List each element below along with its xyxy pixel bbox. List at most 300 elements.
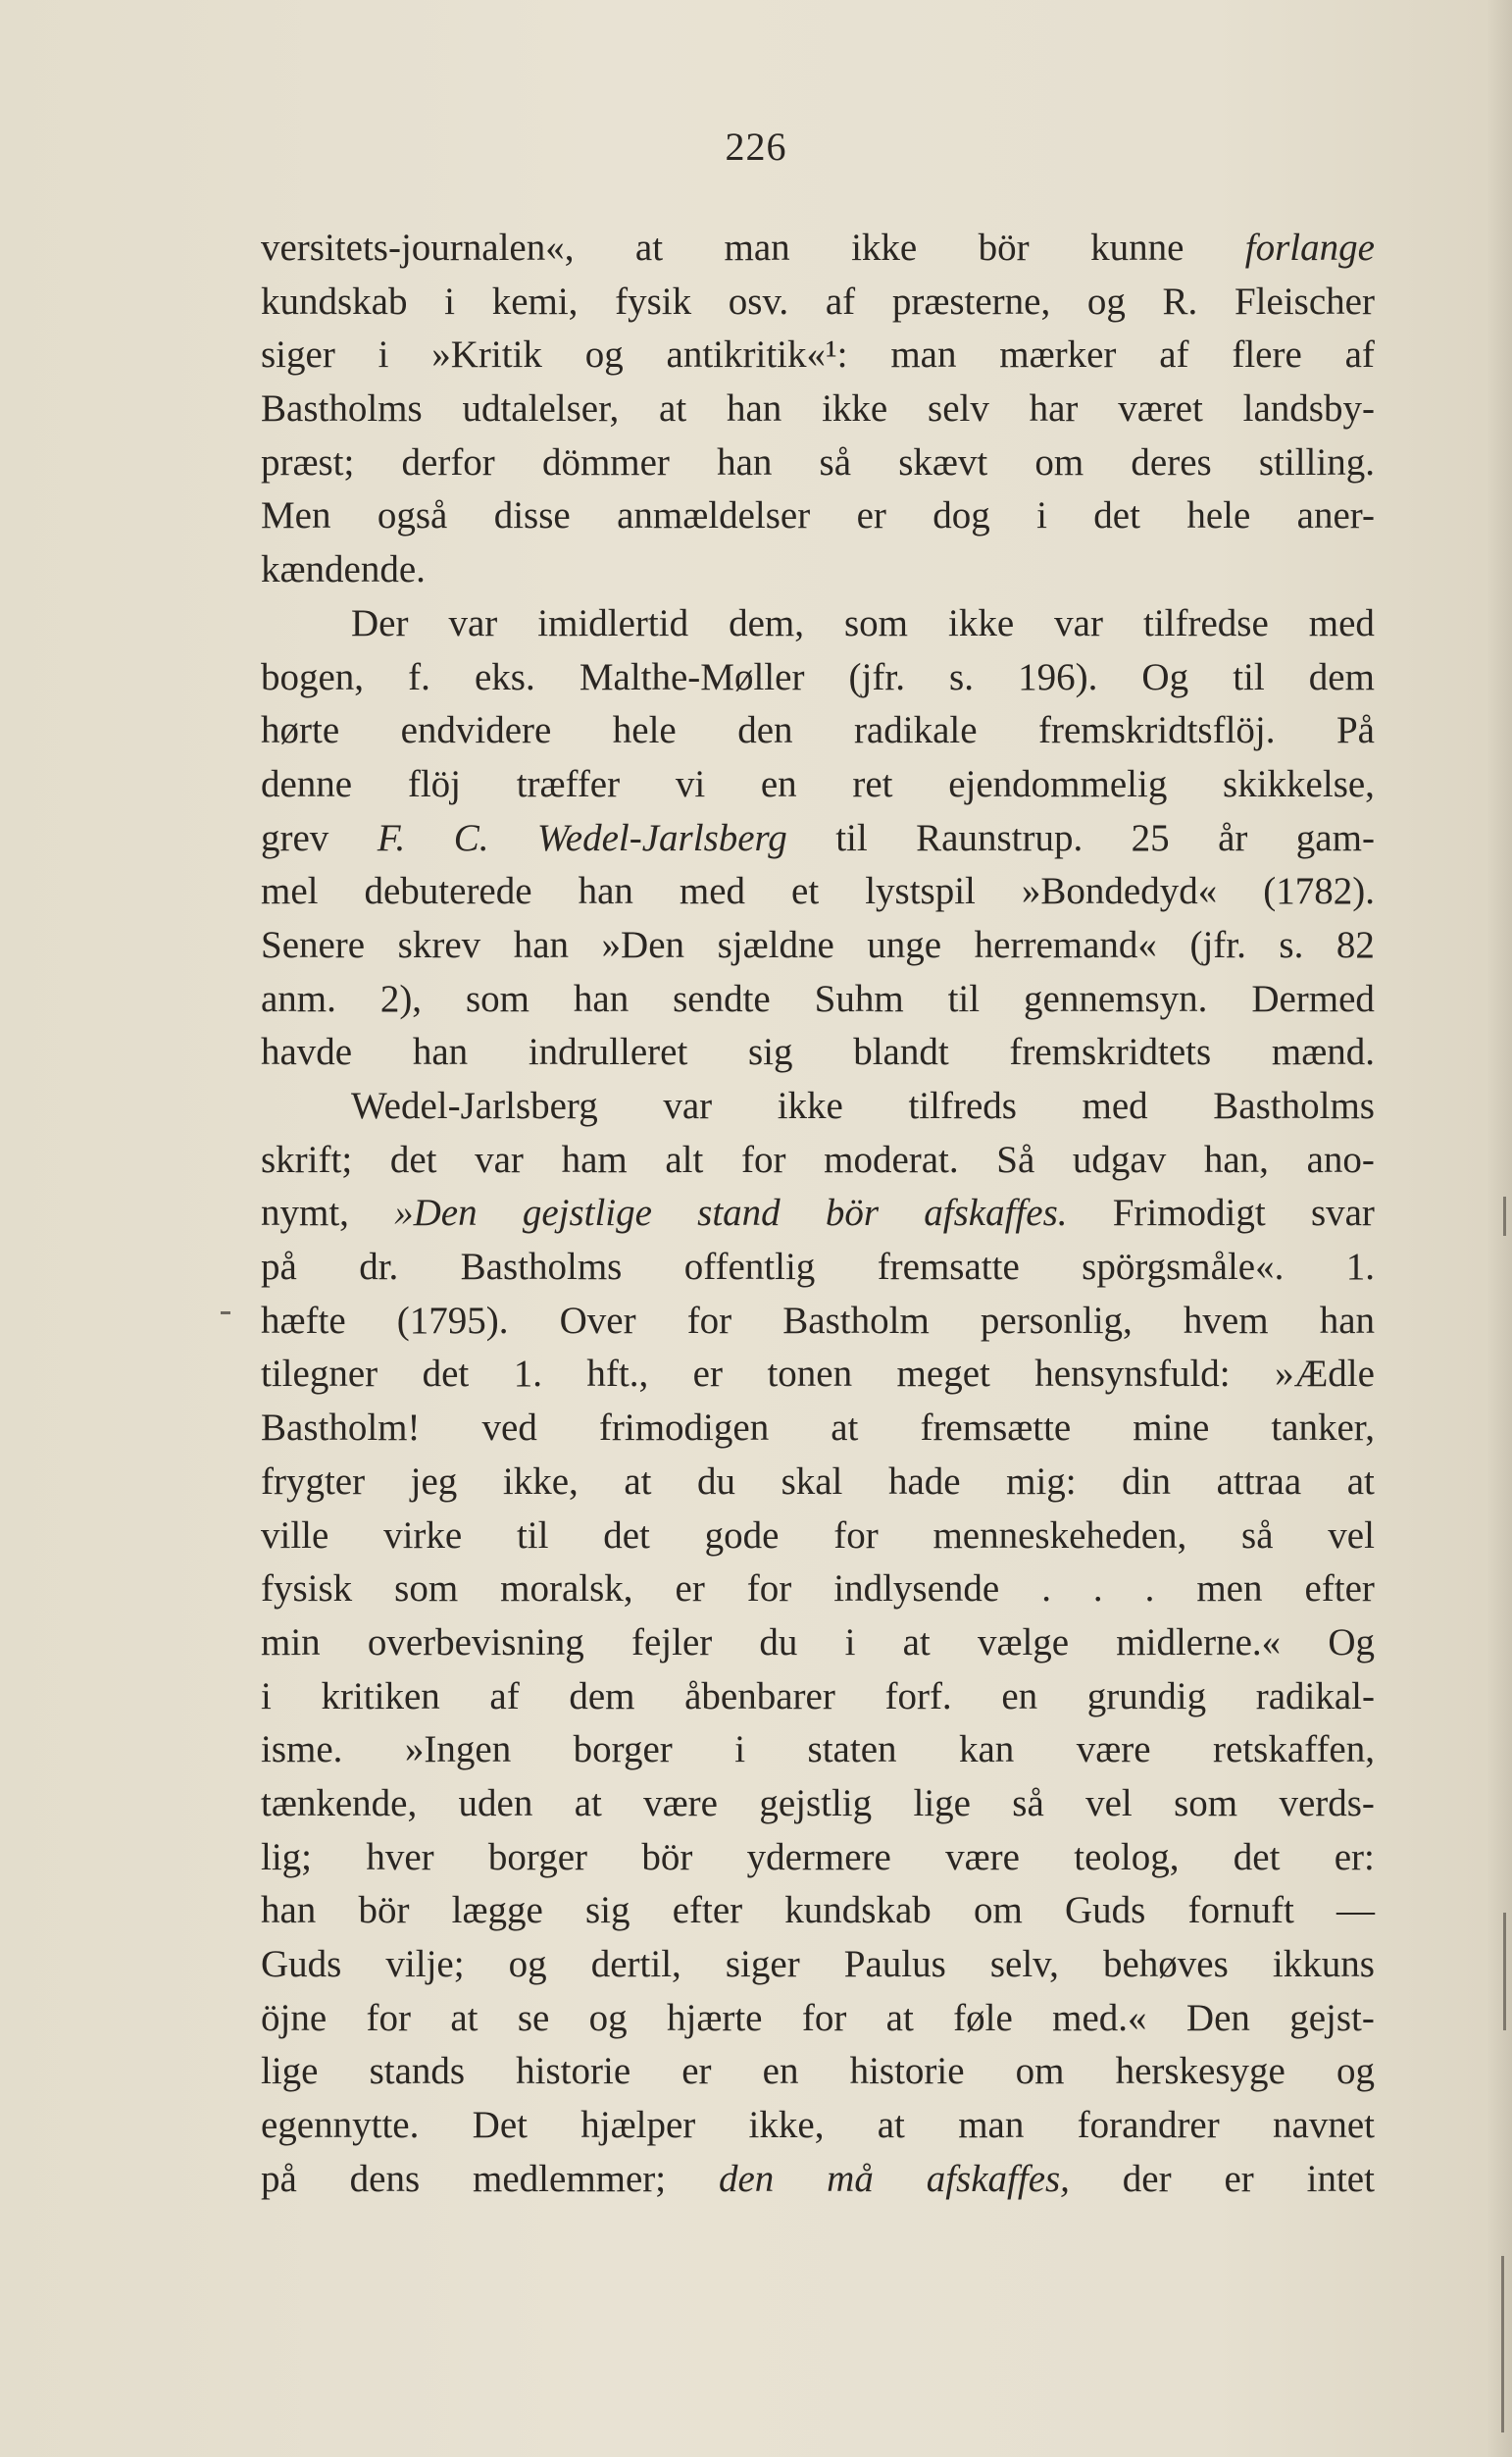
word: »Den [601, 923, 685, 966]
word: hvem [1183, 1299, 1269, 1342]
word: bogen, [261, 655, 365, 698]
word: til [1233, 655, 1265, 698]
word: med [1308, 601, 1375, 644]
word: meget [896, 1353, 990, 1396]
word: deres [1131, 440, 1212, 484]
word: frygter [261, 1459, 366, 1503]
word: var [448, 601, 498, 644]
word: 25 [1131, 816, 1170, 859]
word: »Kritik [431, 333, 542, 377]
word: skævt [898, 440, 988, 484]
word: »Ingen [404, 1728, 512, 1771]
word: intet [1306, 2157, 1375, 2200]
word: dem [569, 1674, 635, 1717]
word: hele [1186, 494, 1251, 537]
text-line [261, 1616, 1375, 1670]
word: forandrer [1077, 2104, 1220, 2147]
word: anm. [261, 977, 336, 1020]
word: så [1241, 1513, 1274, 1557]
word: det [1093, 494, 1140, 537]
word: ville [261, 1513, 329, 1557]
word: ikke, [502, 1459, 579, 1503]
word: 2), [379, 977, 423, 1020]
word: ret [852, 762, 893, 805]
word: med [1082, 1085, 1148, 1127]
word: gejstlig [759, 1781, 873, 1824]
margin-mark [221, 1311, 230, 1314]
word: flöj [407, 762, 461, 805]
word: til [947, 977, 981, 1020]
text-line [261, 436, 1375, 490]
edge-mark [1503, 1913, 1506, 2030]
word: kundskab [261, 280, 408, 323]
word: er [692, 1353, 723, 1396]
text-line [261, 2099, 1375, 2153]
word: føle [953, 1996, 1013, 2039]
word: forf. [884, 1674, 952, 1717]
word: Wedel-Jarlsberg [536, 816, 787, 859]
text-line [261, 1348, 1375, 1402]
word: 196). [1018, 655, 1098, 698]
word: lægge [451, 1889, 543, 1932]
word: det [389, 1138, 437, 1181]
word: dem [1308, 655, 1375, 698]
text-line [261, 1562, 1375, 1616]
word: sig [585, 1889, 630, 1932]
word: for [746, 1567, 792, 1611]
word: tanker, [1271, 1407, 1375, 1450]
word: ydermere [746, 1835, 891, 1878]
word: personlig, [980, 1299, 1133, 1342]
word: man [890, 333, 957, 377]
word: hæfte [261, 1299, 346, 1342]
word: at [1346, 1459, 1375, 1503]
word: vælge [977, 1620, 1070, 1664]
word: siger [261, 333, 335, 377]
word: stand [697, 1192, 781, 1235]
word: »Ædle [1275, 1353, 1375, 1396]
text-line [261, 1670, 1375, 1724]
word: at [877, 2104, 905, 2147]
word: hver [366, 1835, 434, 1878]
word: han [513, 923, 569, 966]
word: ikkuns [1272, 1943, 1375, 1985]
word: tonen [767, 1353, 853, 1396]
word: Bastholms [1213, 1085, 1375, 1127]
word: det [603, 1513, 650, 1557]
word: (jfr. [848, 655, 905, 698]
word: han [1319, 1299, 1375, 1342]
word: din [1122, 1459, 1172, 1503]
word: for [833, 1513, 879, 1557]
word: retskaffen, [1213, 1728, 1375, 1771]
word: ikke [822, 387, 888, 431]
word: men [1196, 1567, 1263, 1611]
word: træffer [516, 762, 621, 805]
text-line [261, 1831, 1375, 1885]
word: nymt, [261, 1192, 349, 1235]
text-line [261, 1080, 1375, 1134]
word: der [1122, 2157, 1172, 2200]
word: ikke [948, 601, 1015, 644]
text-line [261, 1884, 1375, 1938]
text-line [261, 919, 1375, 973]
word: herremand« [974, 923, 1157, 966]
word: Der [351, 601, 409, 644]
word: grev [261, 816, 329, 859]
word: at [634, 227, 664, 269]
word: . [1041, 1567, 1051, 1611]
word: kundskab [784, 1889, 932, 1932]
word: selv [928, 387, 989, 431]
word: dömmer [541, 440, 670, 484]
word: gejstlige [522, 1192, 652, 1235]
word: grundig [1086, 1674, 1207, 1717]
word: fornuft [1187, 1889, 1294, 1932]
word: mine [1133, 1407, 1210, 1450]
word: dr. [359, 1246, 399, 1289]
word: være [643, 1781, 718, 1824]
word: hørte [261, 709, 340, 752]
word: i [734, 1728, 746, 1771]
word: han [261, 1889, 317, 1932]
word: Paulus [843, 1943, 946, 1985]
word: man [724, 227, 790, 269]
text-line [261, 1938, 1375, 1992]
word: anmældelser [617, 494, 811, 537]
text-line [261, 651, 1375, 705]
word: Raunstrup. [916, 816, 1084, 859]
word: s. [949, 655, 974, 698]
word: han [573, 977, 630, 1020]
text-line [261, 1187, 1375, 1241]
word: at [831, 1407, 859, 1450]
word: s. [1279, 923, 1304, 966]
word: Fleischer [1234, 280, 1375, 323]
word: lystspil [865, 870, 976, 913]
word: fremskridtets [1009, 1031, 1212, 1074]
word: hft., [586, 1353, 649, 1396]
text-line [261, 276, 1375, 330]
word: borger [573, 1728, 673, 1771]
word: man [958, 2104, 1025, 2147]
text-line [261, 973, 1375, 1027]
word: så [1012, 1781, 1044, 1824]
word: bör [978, 227, 1030, 269]
word: »Den [394, 1192, 478, 1235]
word: ikke, [748, 2104, 825, 2147]
word: overbevisning [367, 1620, 584, 1664]
word: siger [725, 1943, 800, 1985]
word: kændende. [261, 548, 426, 591]
word: hade [887, 1459, 961, 1503]
word: gam- [1295, 816, 1375, 859]
word: Bastholms [460, 1246, 623, 1289]
word: tænkende, [261, 1781, 418, 1824]
text-line [261, 222, 1375, 276]
word: vel [1085, 1781, 1133, 1824]
word: selv, [989, 1943, 1059, 1985]
word: hjærte [667, 1996, 763, 2039]
text-line [261, 1134, 1375, 1188]
word: radikale [853, 709, 978, 752]
word: uden [458, 1781, 533, 1824]
word: efter [672, 1889, 743, 1932]
word: var [475, 1138, 524, 1181]
word: dem, [729, 601, 804, 644]
word: På [1336, 709, 1375, 752]
word: du [759, 1620, 798, 1664]
word: være [945, 1835, 1020, 1878]
word: hjælper [580, 2104, 696, 2147]
word: gejst- [1289, 1996, 1375, 2039]
word: på [261, 2157, 297, 2200]
word: at [659, 387, 687, 431]
text-line [261, 2153, 1375, 2207]
word: han, [1203, 1138, 1269, 1181]
word: . [1144, 1567, 1155, 1611]
word: medlemmer; [473, 2157, 667, 2200]
word: at [885, 1996, 914, 2039]
word: midlerne.« [1116, 1620, 1282, 1664]
word: Og [1328, 1620, 1375, 1664]
word: er: [1334, 1835, 1375, 1878]
text-line [261, 1723, 1375, 1777]
word: var [1054, 601, 1103, 644]
word: på [261, 1246, 297, 1289]
word: indrulleret [528, 1031, 688, 1074]
word: en [760, 762, 797, 805]
word: stilling. [1258, 440, 1375, 484]
word: ikke [851, 227, 918, 269]
word: til [835, 816, 868, 859]
word: er [1224, 2157, 1254, 2200]
word: blandt [853, 1031, 949, 1074]
text-line [261, 1510, 1375, 1563]
word: vi [675, 762, 706, 805]
word: skal [781, 1459, 843, 1503]
word: stands [369, 2050, 466, 2093]
word: Malthe-Møller [579, 655, 805, 698]
word: være [1076, 1728, 1151, 1771]
word: debuterede [364, 870, 532, 913]
word: Det [472, 2104, 528, 2147]
word: sendte [673, 977, 771, 1020]
word: spörgsmåle«. [1082, 1246, 1285, 1289]
word: præst; [261, 440, 355, 484]
word: Den [1185, 1996, 1250, 2039]
text-line [261, 329, 1375, 383]
word: skrift; [261, 1138, 353, 1181]
word: historie [516, 2050, 631, 2093]
word: fejler [630, 1620, 713, 1664]
text-line [261, 865, 1375, 919]
text-line [261, 812, 1375, 866]
word: fremsætte [920, 1407, 1072, 1450]
word: med [679, 870, 746, 913]
word: til [516, 1513, 549, 1557]
word: om [973, 1889, 1023, 1932]
word: flere [1232, 333, 1302, 377]
text-line [261, 1456, 1375, 1510]
word: versitets-journalen«, [261, 227, 575, 269]
word: for [801, 1996, 847, 2039]
word: skrev [397, 923, 481, 966]
text-line [261, 1402, 1375, 1456]
word: historie [849, 2050, 965, 2093]
word: svar [1310, 1192, 1375, 1235]
word: indlysende [833, 1567, 1000, 1611]
word: i [444, 280, 456, 323]
word: af [825, 280, 856, 323]
word: Senere [261, 923, 366, 966]
word: kan [958, 1728, 1015, 1771]
word: han [412, 1031, 469, 1074]
word: ved [481, 1407, 537, 1450]
word: behøves [1102, 1943, 1229, 1985]
text-line [261, 758, 1375, 812]
word: f. [408, 655, 430, 698]
word: virke [383, 1513, 463, 1557]
word: (1795). [396, 1299, 509, 1342]
word: endvidere [400, 709, 552, 752]
word: han [717, 440, 773, 484]
word: og [588, 1996, 628, 2039]
word: Bastholms [261, 387, 423, 431]
word: bör [358, 1889, 410, 1932]
edge-mark [1503, 1197, 1506, 1236]
body-text [261, 222, 1375, 2206]
word: udtalelser, [462, 387, 620, 431]
word: kunne [1090, 227, 1184, 269]
word: C. [453, 816, 489, 859]
word: ejendommelig [948, 762, 1168, 805]
word: denne [261, 762, 353, 805]
word: Guds [261, 1943, 342, 1985]
word: disse [493, 494, 571, 537]
word: dertil, [590, 1943, 681, 1985]
word: det [1233, 1835, 1281, 1878]
word: alt [665, 1138, 704, 1181]
word: og [1086, 280, 1126, 323]
word: Men [261, 494, 331, 537]
word: om [1034, 440, 1084, 484]
word: i [261, 1674, 272, 1717]
word: Bastholm! [261, 1407, 421, 1450]
word: teolog, [1074, 1835, 1180, 1878]
text-line [261, 2045, 1375, 2099]
word: Suhm [814, 977, 904, 1020]
word: osv. [728, 280, 789, 323]
word: skikkelse, [1223, 762, 1375, 805]
word: verds- [1279, 1781, 1375, 1824]
word: navnet [1273, 2104, 1375, 2147]
word: antikritik«¹: [666, 333, 848, 377]
word: dog [932, 494, 990, 537]
word: . [1092, 1567, 1103, 1611]
word: mel [261, 870, 319, 913]
word: må [827, 2157, 874, 2200]
word: »Bondedyd« [1021, 870, 1218, 913]
word: for [366, 1996, 411, 2039]
word: landsby- [1242, 387, 1375, 431]
word: Bastholm [782, 1299, 930, 1342]
word: se [517, 1996, 550, 2039]
word: staten [807, 1728, 897, 1771]
word: menneskeheden, [932, 1513, 1187, 1557]
word: 82 [1336, 923, 1375, 966]
word: at [450, 1996, 479, 2039]
word: han [726, 387, 782, 431]
word: og [508, 1943, 547, 1985]
word: hele [612, 709, 677, 752]
word: det [422, 1353, 470, 1396]
text-line [261, 1992, 1375, 2046]
word: havde [261, 1031, 353, 1074]
word: ham [561, 1138, 628, 1181]
word: er [856, 494, 886, 537]
word: var [663, 1085, 713, 1127]
word: 1. [1345, 1246, 1375, 1289]
word: R. [1162, 280, 1198, 323]
word: tilegner [261, 1353, 378, 1396]
word: af [1159, 333, 1189, 377]
word: afskaffes. [924, 1192, 1068, 1235]
word: sjældne [717, 923, 834, 966]
word: öjne [261, 1996, 328, 2039]
word: tilfredse [1142, 601, 1269, 644]
text-line [261, 489, 1375, 543]
text-line [261, 1777, 1375, 1831]
text-line [261, 1295, 1375, 1349]
word: mig: [1006, 1459, 1077, 1503]
word: fremsatte [877, 1246, 1020, 1289]
word: åbenbarer [684, 1674, 835, 1717]
word: så [819, 440, 852, 484]
word: vilje; [385, 1943, 465, 1985]
word: bör [825, 1192, 880, 1235]
word: offentlig [683, 1246, 816, 1289]
word: fysik [615, 280, 692, 323]
text-line [261, 704, 1375, 758]
word: som [465, 977, 529, 1020]
word: om [1015, 2050, 1065, 2093]
word: Guds [1064, 1889, 1146, 1932]
word: som [1174, 1781, 1238, 1824]
word: ikke [777, 1085, 843, 1127]
text-line [261, 543, 1375, 597]
word: den [737, 709, 793, 752]
word: og [584, 333, 624, 377]
word: af [489, 1674, 520, 1717]
word: fremskridtsflöj. [1037, 709, 1276, 752]
word: lige [913, 1781, 971, 1824]
word: tilfreds [908, 1085, 1017, 1127]
word: har [1029, 387, 1079, 431]
word: et [791, 870, 820, 913]
word: eks. [475, 655, 535, 698]
word: bör [641, 1835, 693, 1878]
word: for [740, 1138, 786, 1181]
word: afskaffes, [926, 2157, 1070, 2200]
word: han [578, 870, 633, 913]
word: i [844, 1620, 856, 1664]
word: radikal- [1255, 1674, 1375, 1717]
word: derfor [401, 440, 495, 484]
word: og [1336, 2050, 1375, 2093]
word: at [902, 1620, 931, 1664]
text-line [261, 1026, 1375, 1080]
